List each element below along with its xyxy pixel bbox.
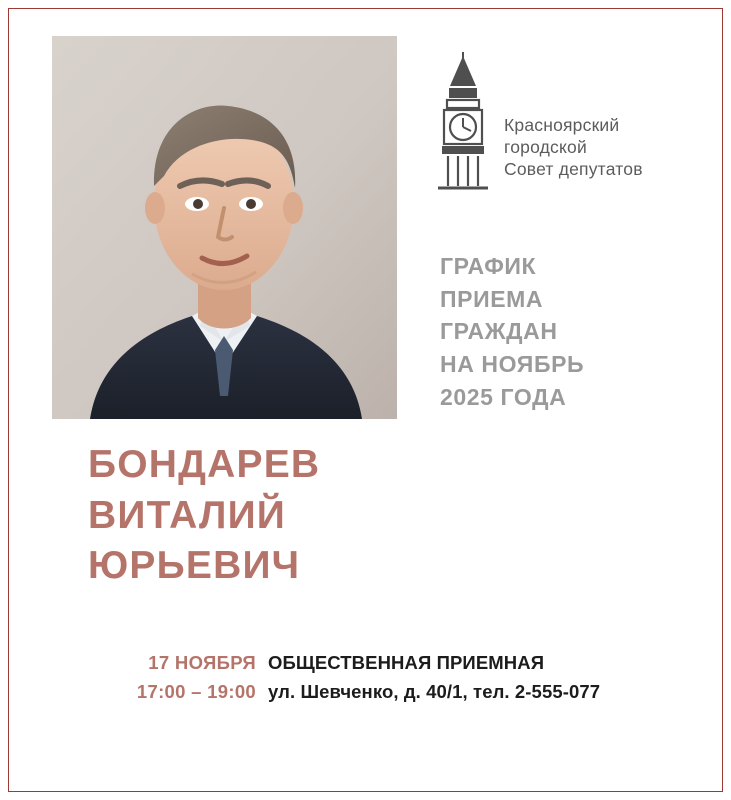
reception-place: ОБЩЕСТВЕННАЯ ПРИЕМНАЯ: [268, 652, 545, 673]
logo-line-1: Красноярский: [504, 115, 620, 135]
reception-info: [0, 648, 731, 718]
clock-tower-logo-icon: [432, 52, 494, 192]
schedule-title: [440, 250, 710, 413]
logo-line-2: городской: [504, 137, 587, 158]
deputy-photo: [52, 36, 397, 419]
council-logo-text: [504, 114, 694, 180]
reception-address: ул. Шевченко, д. 40/1, тел. 2-555-077: [268, 681, 601, 703]
deputy-patronymic: ЮРЬЕВИЧ: [88, 544, 301, 588]
schedule-line-5: 2025 ГОДА: [440, 383, 567, 410]
schedule-line-2: ПРИЕМА: [440, 285, 544, 312]
portrait-illustration: [52, 36, 397, 419]
deputy-surname: БОНДАРЕВ: [88, 443, 321, 486]
reception-time: 17:00 – 19:00: [136, 681, 256, 703]
deputy-name: [88, 440, 648, 592]
reception-location: [268, 648, 688, 706]
reception-datetime: [96, 648, 256, 706]
deputy-firstname: ВИТАЛИЙ: [88, 493, 287, 537]
council-logo: [432, 52, 694, 197]
reception-date: 17 НОЯБРЯ: [148, 652, 256, 673]
schedule-line-3: ГРАЖДАН: [440, 318, 558, 345]
logo-line-3: Совет депутатов: [504, 159, 643, 180]
schedule-line-4: НА НОЯБРЬ: [440, 350, 585, 377]
schedule-line-1: ГРАФИК: [440, 253, 537, 279]
